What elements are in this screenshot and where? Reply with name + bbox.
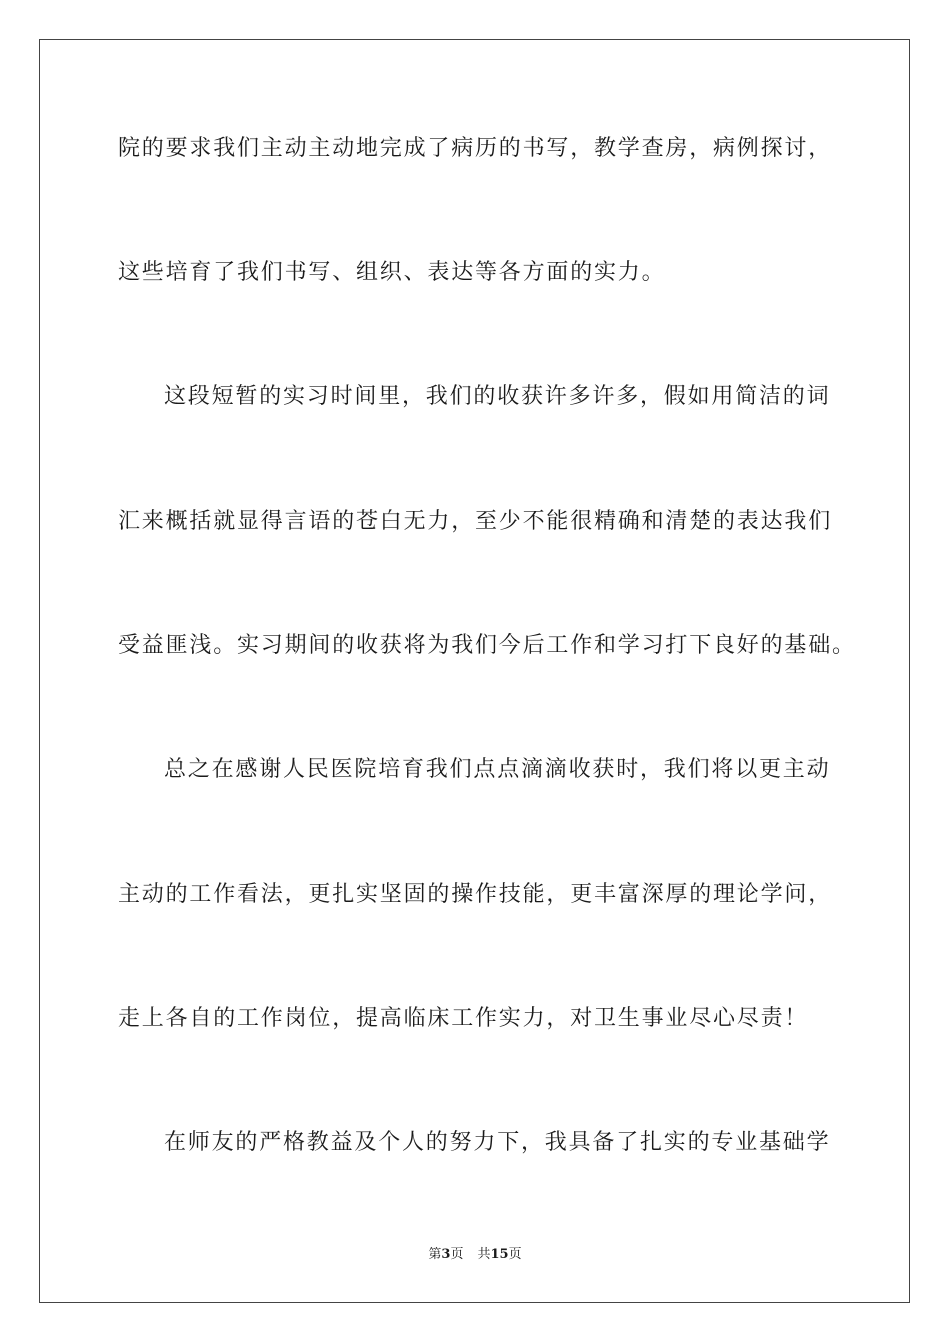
page-prefix: 第 (428, 1247, 442, 1262)
current-page-number: 3 (441, 1247, 451, 1262)
page-footer (0, 1246, 950, 1264)
body-text-line: 受益匪浅。实习期间的收获将为我们今后工作和学习打下良好的基础。 (118, 633, 856, 658)
total-prefix: 共 (477, 1247, 491, 1262)
body-text-line: 走上各自的工作岗位，提高临床工作实力，对卫生事业尽心尽责！ (118, 1006, 809, 1031)
paragraph-first-line: 在师友的严格教益及个人的努力下，我具备了扎实的专业基础学 (164, 1130, 831, 1155)
total-suffix: 页 (508, 1247, 522, 1262)
body-text-line: 这些培育了我们书写、组织、表达等各方面的实力。 (118, 260, 666, 285)
paragraph-first-line: 这段短暂的实习时间里，我们的收获许多许多，假如用简洁的词 (164, 384, 831, 409)
paragraph-first-line: 总之在感谢人民医院培育我们点点滴滴收获时，我们将以更主动 (164, 757, 831, 782)
body-text-line: 主动的工作看法，更扎实坚固的操作技能，更丰富深厚的理论学问， (118, 882, 833, 907)
page-border (39, 39, 910, 1303)
body-text-line: 院的要求我们主动主动地完成了病历的书写，教学查房，病例探讨， (118, 136, 833, 161)
total-page-count: 15 (490, 1247, 509, 1262)
body-text-line: 汇来概括就显得言语的苍白无力，至少不能很精确和清楚的表达我们 (118, 509, 833, 534)
page-suffix: 页 (450, 1247, 464, 1262)
